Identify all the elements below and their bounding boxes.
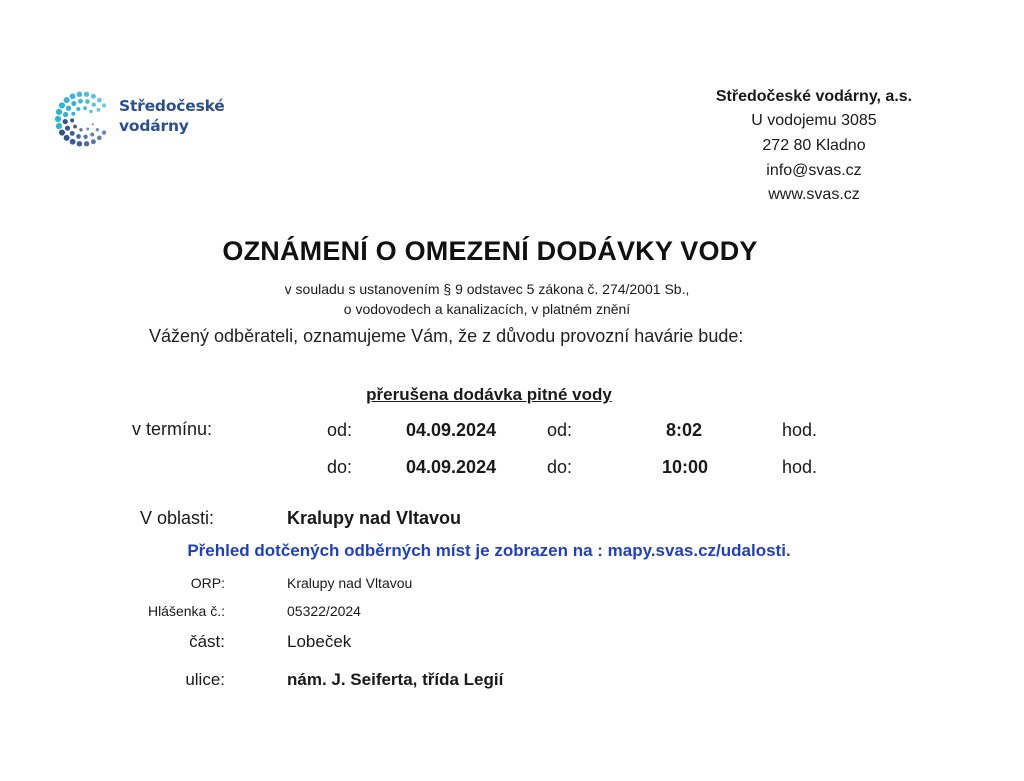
logo-dot	[64, 97, 70, 103]
notice-title: OZNÁMENÍ O OMEZENÍ DODÁVKY VODY	[222, 236, 758, 266]
logo-dot	[63, 112, 68, 117]
logo-text-line1: Středočeské	[119, 97, 225, 115]
logo-dot	[55, 116, 61, 122]
logo-dot	[70, 139, 76, 145]
logo-dot	[89, 110, 92, 113]
orp-label: ORP:	[190, 575, 225, 591]
overview-link[interactable]: Přehled dotčených odběrných míst je zobrazen na : mapy.svas.cz/udalosti.	[187, 541, 791, 560]
to-label: do:	[327, 457, 353, 477]
logo-dot	[79, 128, 82, 131]
from-time-label: od:	[547, 420, 573, 440]
to-time: 10:00	[662, 457, 709, 477]
to-date: 04.09.2024	[406, 457, 497, 477]
from-unit: hod.	[782, 420, 818, 440]
logo-dot	[85, 99, 90, 104]
section-title: přerušena dodávka pitné vody	[366, 385, 612, 404]
logo-dot	[63, 119, 68, 124]
from-time: 8:02	[666, 420, 703, 440]
area-label: V oblasti:	[140, 508, 215, 528]
street-value: nám. J. Seiferta, třída Legií	[287, 670, 504, 689]
logo-dot	[96, 128, 100, 132]
street-label: ulice:	[185, 670, 225, 689]
logo-dot	[83, 135, 87, 139]
notice-intro: Vážený odběrateli, oznamujeme Vám, že z důvodu provozní havárie bude:	[149, 326, 744, 346]
logo-dot	[84, 141, 89, 146]
term-label: v termínu:	[132, 419, 213, 439]
logo-dot	[91, 139, 96, 144]
report-label: Hlášenka č.:	[147, 603, 225, 619]
logo-dot	[70, 93, 76, 99]
logo-dot	[78, 99, 83, 104]
company-website[interactable]: www.svas.cz	[768, 186, 860, 203]
logo-dot	[92, 102, 96, 106]
area-value: Kralupy nad Vltavou	[287, 508, 462, 528]
logo-dot	[97, 98, 102, 103]
logo-dot	[64, 135, 70, 141]
part-label: část:	[189, 632, 225, 651]
logo-dot	[66, 106, 71, 111]
logo-dot	[70, 118, 74, 122]
logo-dot	[86, 127, 89, 130]
logo-dot	[71, 101, 76, 106]
company-name: Středočeské vodárny, a.s.	[715, 88, 913, 105]
logo-dot	[56, 109, 62, 115]
logo-dot	[71, 112, 75, 116]
logo-dot	[91, 123, 93, 125]
logo-dot	[83, 106, 87, 110]
company-street: U vodojemu 3085	[751, 112, 877, 129]
logo-dot	[65, 126, 70, 131]
logo-dot	[59, 102, 65, 108]
part-value: Lobeček	[287, 632, 352, 651]
to-unit: hod.	[782, 457, 818, 477]
company-city: 272 80 Kladno	[762, 137, 866, 154]
logo-dot	[90, 133, 94, 137]
notice-subtitle-line2: o vodovodech a kanalizacích, v platném znění	[343, 301, 631, 317]
logo-dot	[77, 91, 83, 97]
logo-text-line2: vodárny	[119, 117, 189, 135]
logo-dot	[102, 130, 106, 134]
logo-dot	[77, 141, 83, 147]
logo-dot	[76, 134, 81, 139]
report-value: 05322/2024	[287, 603, 361, 619]
logo-dot	[56, 123, 62, 129]
to-time-label: do:	[547, 457, 573, 477]
svas-logo-icon	[52, 90, 114, 148]
from-date: 04.09.2024	[406, 420, 497, 440]
logo-dot	[70, 131, 75, 136]
logo-dot	[102, 103, 106, 107]
logo-dot	[97, 108, 101, 112]
logo-dot	[73, 125, 77, 129]
logo-dot	[76, 107, 80, 111]
orp-value: Kralupy nad Vltavou	[287, 575, 413, 591]
logo-dot	[84, 92, 89, 97]
logo-dot	[97, 136, 102, 141]
logo-dot	[91, 94, 96, 99]
notice-subtitle-line1: v souladu s ustanovením § 9 odstavec 5 zákona č. 274/2001 Sb.,	[284, 281, 690, 297]
company-email[interactable]: info@svas.cz	[766, 162, 862, 179]
from-label: od:	[327, 420, 353, 440]
logo-dot	[59, 129, 65, 135]
